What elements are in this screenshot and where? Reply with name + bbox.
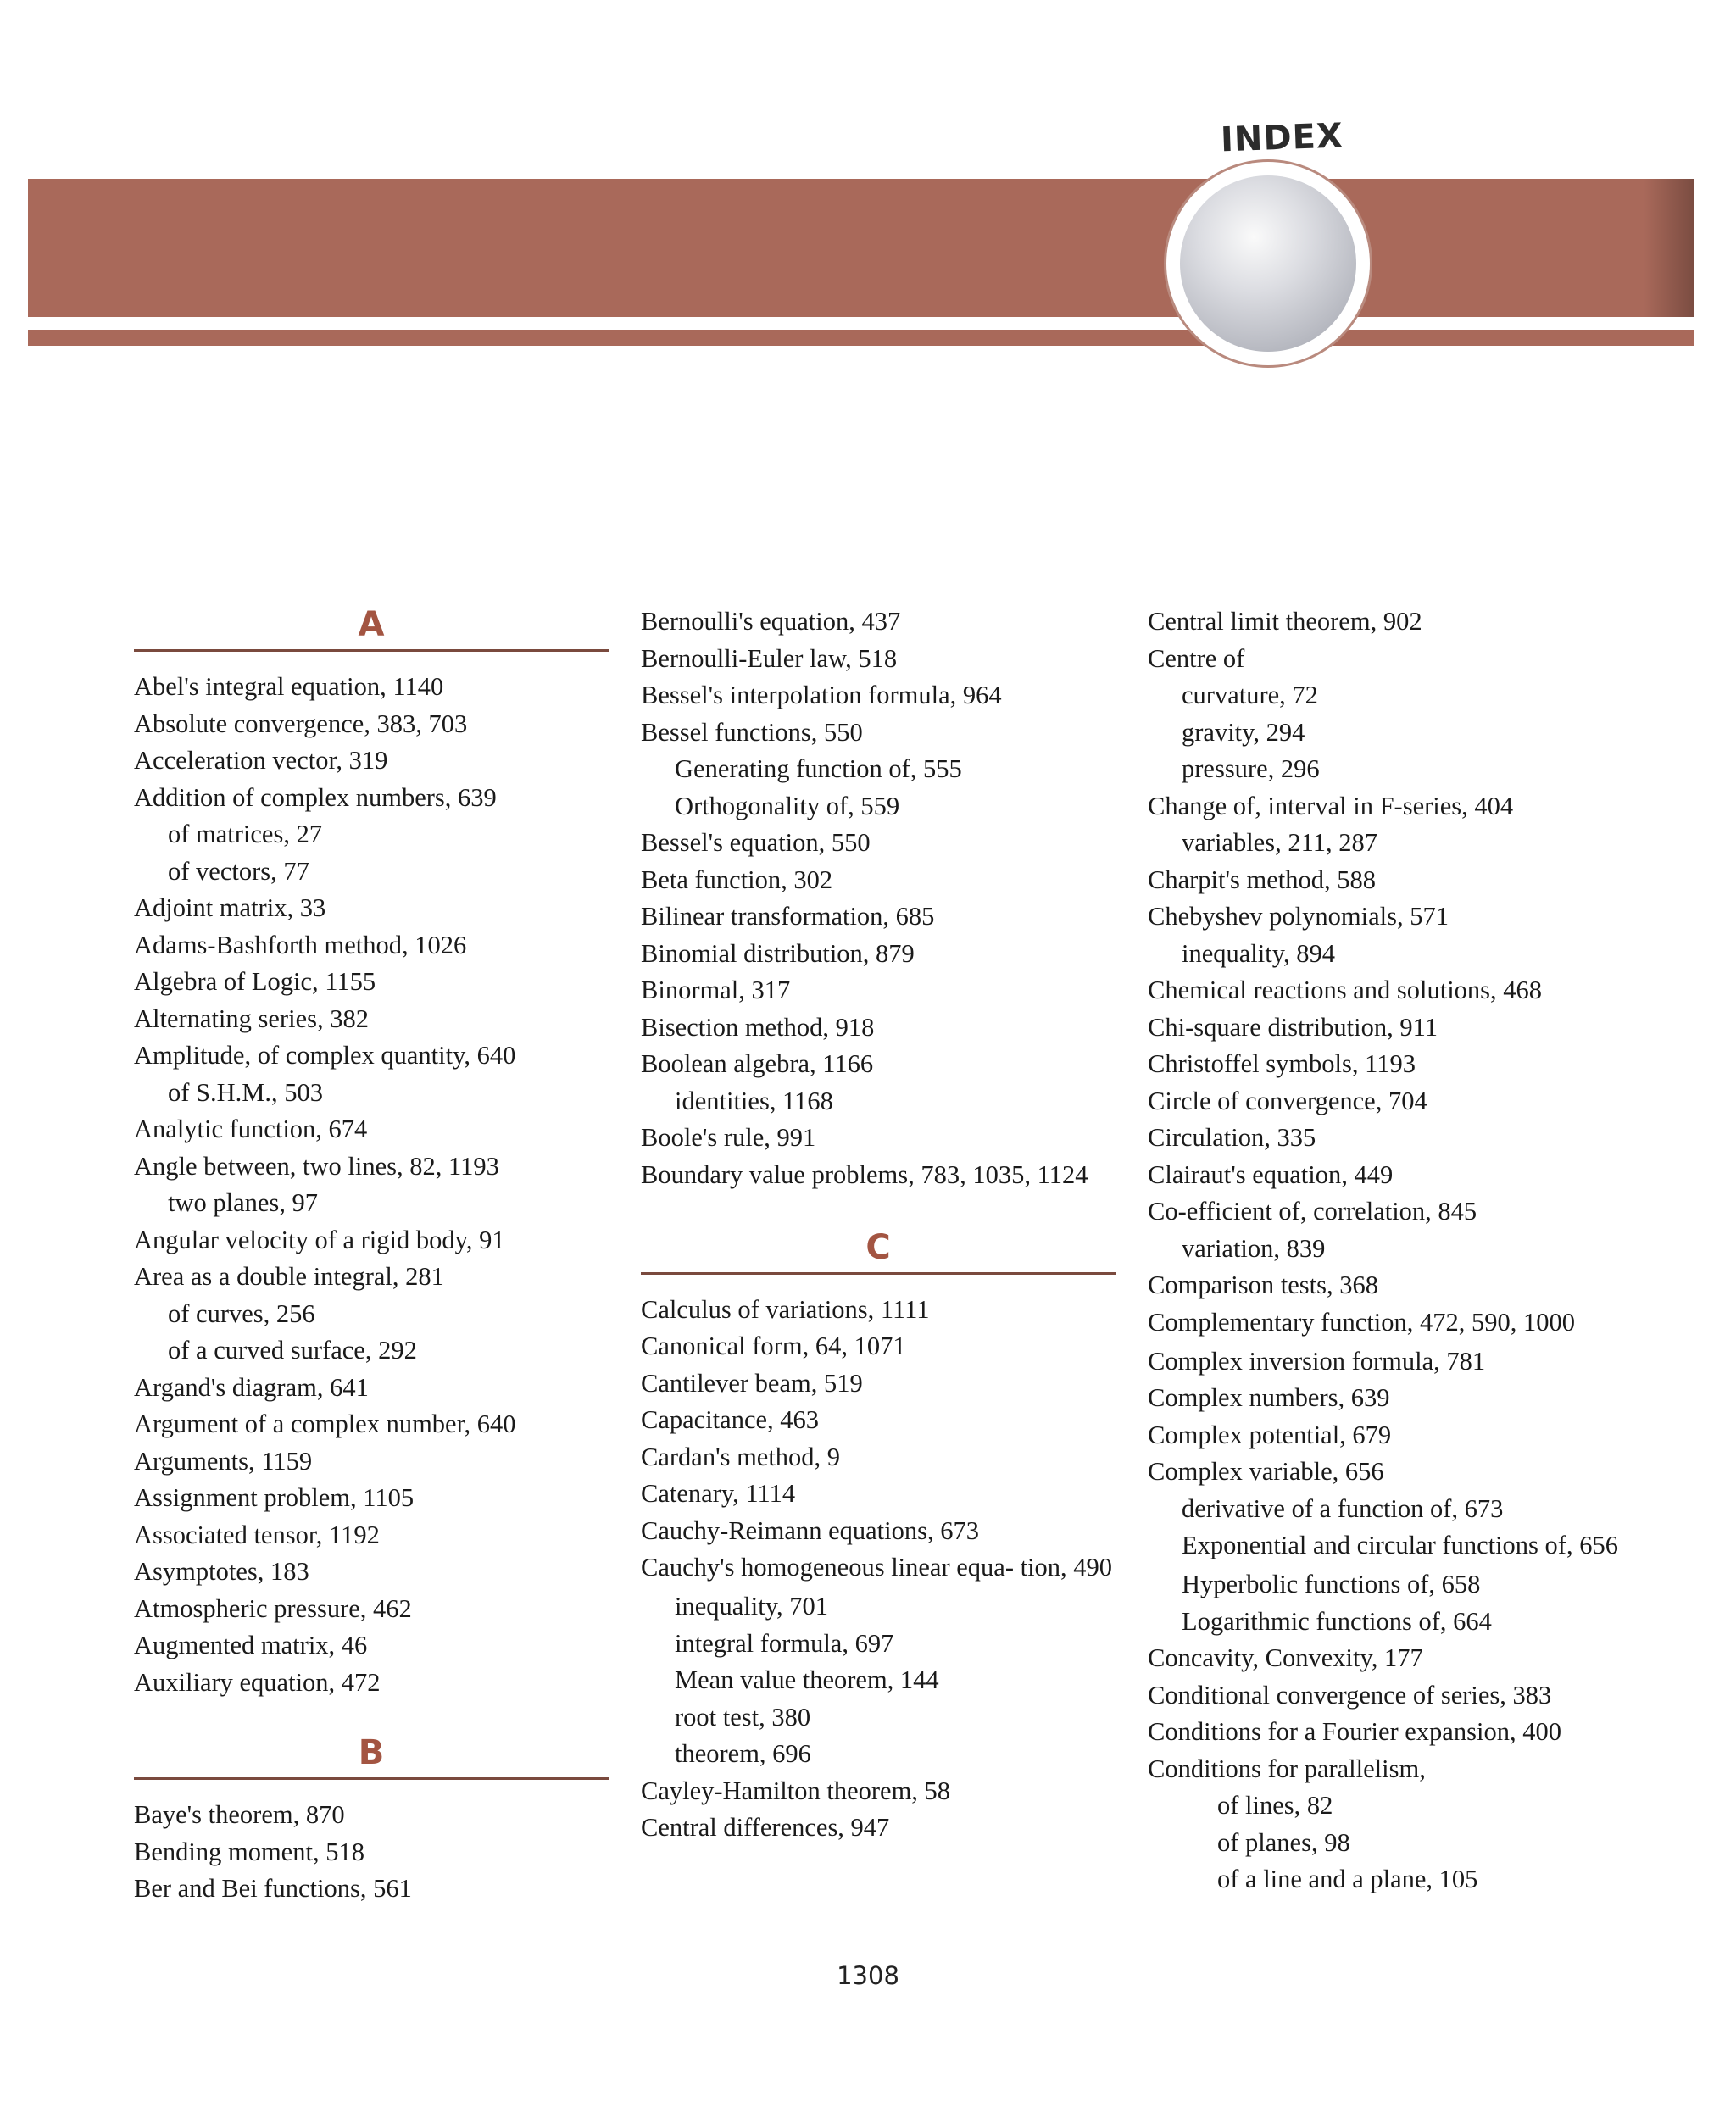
index-entry: Angle between, two lines, 82, 1193 xyxy=(134,1151,499,1181)
index-entry: Bisection method, 918 xyxy=(641,1012,875,1042)
index-entry: Change of, interval in F-series, 404 xyxy=(1148,791,1514,820)
index-entry: Complex numbers, 639 xyxy=(1148,1383,1390,1412)
index-subentry: identities, 1168 xyxy=(675,1086,833,1115)
index-entry: Beta function, 302 xyxy=(641,864,833,894)
index-entry: Angular velocity of a rigid body, 91 xyxy=(134,1225,505,1254)
sphere-icon xyxy=(1180,175,1356,352)
index-entry: Acceleration vector, 319 xyxy=(134,746,388,775)
header-orb-ring xyxy=(1166,162,1370,365)
index-entry: Complex potential, 679 xyxy=(1148,1420,1392,1449)
index-subentry: integral formula, 697 xyxy=(675,1628,894,1658)
index-subentry: Mean value theorem, 144 xyxy=(675,1665,939,1694)
index-entry: Binormal, 317 xyxy=(641,976,791,1004)
index-entry: Conditions for a Fourier expansion, 400 xyxy=(1148,1717,1561,1746)
index-entry: Baye's theorem, 870 xyxy=(134,1800,345,1829)
index-subentry: of vectors, 77 xyxy=(168,856,309,886)
index-entry: Asymptotes, 183 xyxy=(134,1557,309,1586)
index-entry: Absolute convergence, 383, 703 xyxy=(134,709,468,738)
index-entry: Analytic function, 674 xyxy=(134,1115,368,1143)
index-entry: Assignment problem, 1105 xyxy=(134,1483,415,1512)
index-entry: Bilinear transformation, 685 xyxy=(641,902,935,931)
index-entry: Charpit's method, 588 xyxy=(1148,864,1376,894)
section-letter-b: B xyxy=(358,1733,385,1772)
index-subentry: of a curved surface, 292 xyxy=(168,1336,417,1365)
index-entry: Augmented matrix, 46 xyxy=(134,1631,368,1659)
index-subentry: Generating function of, 555 xyxy=(675,754,962,783)
index-entry: Algebra of Logic, 1155 xyxy=(134,967,376,996)
section-letter-c: C xyxy=(865,1227,891,1267)
index-entry: Cayley-Hamilton theorem, 58 xyxy=(641,1776,951,1805)
index-column-3 xyxy=(1148,603,1622,1899)
index-column-1 xyxy=(134,603,609,1908)
index-entry: Amplitude, of complex quantity, 640 xyxy=(134,1041,516,1070)
index-entry: Atmospheric pressure, 462 xyxy=(134,1593,412,1623)
index-entry: Boundary value problems, 783, 1035, 1124 xyxy=(641,1159,1088,1189)
index-subentry: pressure, 296 xyxy=(1182,754,1320,783)
index-entry: Canonical form, 64, 1071 xyxy=(641,1331,906,1360)
index-entry: Cardan's method, 9 xyxy=(641,1442,841,1471)
index-subentry: variables, 211, 287 xyxy=(1182,828,1377,857)
index-entry: Binomial distribution, 879 xyxy=(641,938,915,968)
index-subentry: of a line and a plane, 105 xyxy=(1217,1865,1478,1893)
section-rule xyxy=(134,649,609,652)
index-entry: Circulation, 335 xyxy=(1148,1123,1316,1152)
index-entry: Bernoulli's equation, 437 xyxy=(641,607,901,636)
index-entry: Complex variable, 656 xyxy=(1148,1457,1384,1486)
index-entry: Catenary, 1114 xyxy=(641,1479,796,1508)
index-subentry: variation, 839 xyxy=(1182,1233,1326,1263)
index-entry: Argand's diagram, 641 xyxy=(134,1372,369,1402)
index-entry: Area as a double integral, 281 xyxy=(134,1262,444,1291)
index-entry: Bessel's equation, 550 xyxy=(641,828,871,857)
index-subentry: derivative of a function of, 673 xyxy=(1182,1493,1504,1523)
index-subentry: Orthogonality of, 559 xyxy=(675,791,900,820)
index-entry: Bending moment, 518 xyxy=(134,1837,364,1866)
index-entry: Central differences, 947 xyxy=(641,1813,890,1842)
index-subentry: curvature, 72 xyxy=(1182,681,1318,709)
index-entry: Bessel functions, 550 xyxy=(641,717,863,747)
index-entry: Chi-square distribution, 911 xyxy=(1148,1012,1438,1042)
index-entry: Adams-Bashforth method, 1026 xyxy=(134,930,467,959)
index-entry: Circle of convergence, 704 xyxy=(1148,1086,1427,1115)
index-entry: Conditional convergence of series, 383 xyxy=(1148,1680,1552,1710)
index-entry: Addition of complex numbers, 639 xyxy=(134,782,497,812)
page-number: 1308 xyxy=(837,1961,899,1990)
index-subentry: inequality, 701 xyxy=(675,1592,828,1621)
index-entry: Auxiliary equation, 472 xyxy=(134,1667,381,1697)
index-entry: Boolean algebra, 1166 xyxy=(641,1049,874,1078)
index-entry: Argument of a complex number, 640 xyxy=(134,1409,516,1438)
index-subentry: Exponential and circular functions of, 656 xyxy=(1182,1531,1618,1559)
index-entry: Cauchy-Reimann equations, 673 xyxy=(641,1515,979,1545)
index-entry: Abel's integral equation, 1140 xyxy=(134,672,444,701)
index-subentry: theorem, 696 xyxy=(675,1739,811,1768)
index-entry: Complex inversion formula, 781 xyxy=(1148,1346,1486,1376)
index-entry: Cantilever beam, 519 xyxy=(641,1368,863,1398)
index-entry: Boole's rule, 991 xyxy=(641,1123,816,1152)
index-subentry: Logarithmic functions of, 664 xyxy=(1182,1606,1492,1636)
index-subentry: two planes, 97 xyxy=(168,1188,319,1217)
index-entry: Clairaut's equation, 449 xyxy=(1148,1159,1394,1189)
index-entry: Bessel's interpolation formula, 964 xyxy=(641,681,1002,709)
section-spacer xyxy=(134,1701,609,1732)
index-entry: Alternating series, 382 xyxy=(134,1003,369,1033)
index-entry: Cauchy's homogeneous linear equa- tion, 490 xyxy=(641,1553,1113,1582)
index-column-2 xyxy=(641,603,1116,1847)
index-subentry: of curves, 256 xyxy=(168,1298,315,1328)
index-entry: Co-efficient of, correlation, 845 xyxy=(1148,1197,1477,1226)
index-entry: Capacitance, 463 xyxy=(641,1405,820,1434)
header-banner xyxy=(28,179,1694,317)
index-entry: Chemical reactions and solutions, 468 xyxy=(1148,976,1543,1004)
section-letter-a: A xyxy=(358,605,385,644)
index-subentry: inequality, 894 xyxy=(1182,938,1335,968)
index-entry: Associated tensor, 1192 xyxy=(134,1520,380,1549)
index-entry: Arguments, 1159 xyxy=(134,1446,313,1476)
index-subentry: of matrices, 27 xyxy=(168,820,323,848)
index-subentry: of lines, 82 xyxy=(1217,1791,1333,1820)
page-title: INDEX xyxy=(1220,116,1344,160)
section-rule xyxy=(641,1272,1116,1275)
index-entry: Adjoint matrix, 33 xyxy=(134,893,326,922)
index-subentry: of S.H.M., 503 xyxy=(168,1077,324,1107)
index-entry: Conditions for parallelism, xyxy=(1148,1754,1426,1783)
index-entry: Ber and Bei functions, 561 xyxy=(134,1874,412,1903)
index-subentry: root test, 380 xyxy=(675,1702,811,1732)
index-entry: Complementary function, 472, 590, 1000 xyxy=(1148,1307,1576,1337)
index-entry: Concavity, Convexity, 177 xyxy=(1148,1643,1423,1672)
index-subentry: gravity, 294 xyxy=(1182,717,1305,747)
index-subentry: of planes, 98 xyxy=(1217,1827,1350,1857)
index-entry: Centre of xyxy=(1148,643,1245,673)
index-entry: Bernoulli-Euler law, 518 xyxy=(641,643,898,673)
index-entry: Comparison tests, 368 xyxy=(1148,1270,1378,1299)
index-entry: Chebyshev polynomials, 571 xyxy=(1148,902,1449,931)
index-entry: Central limit theorem, 902 xyxy=(1148,607,1422,636)
header-rule xyxy=(28,330,1694,346)
section-spacer xyxy=(641,1196,1116,1226)
index-subentry: Hyperbolic functions of, 658 xyxy=(1182,1570,1481,1598)
index-entry: Calculus of variations, 1111 xyxy=(641,1294,930,1324)
section-rule xyxy=(134,1777,609,1780)
index-entry: Christoffel symbols, 1193 xyxy=(1148,1049,1416,1078)
